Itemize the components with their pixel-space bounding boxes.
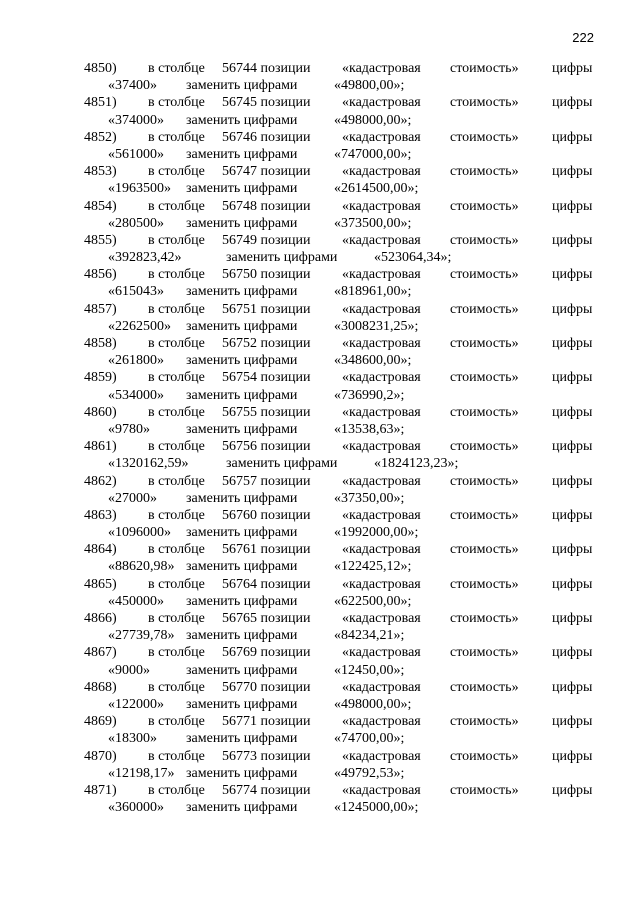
amendment-entry: [84, 94, 594, 128]
entry-line-2: [84, 215, 594, 232]
column-phrase: в столбце: [148, 336, 205, 351]
replace-phrase: заменить цифрами: [186, 593, 298, 609]
column-phrase: в столбце: [148, 748, 205, 764]
column-phrase: в столбце: [148, 267, 205, 283]
position-number: 56769 позиции: [222, 645, 311, 661]
replace-phrase: заменить цифрами: [186, 146, 298, 162]
position-number: 56765 позиции: [222, 611, 311, 626]
replace-phrase: заменить цифрами: [186, 559, 298, 575]
replace-phrase: заменить цифрами: [186, 696, 298, 712]
new-value: «37350,00»;: [334, 490, 405, 506]
new-value: «13538,63»;: [334, 421, 405, 437]
new-value: «498000,00»;: [334, 696, 412, 712]
column-phrase: в столбце: [148, 164, 205, 180]
entry-line-1: [84, 198, 594, 215]
column-phrase: в столбце: [148, 542, 205, 558]
amendment-entry: [84, 369, 594, 403]
column-name-end: стоимость»: [450, 748, 519, 764]
entry-number: 4865): [84, 576, 117, 592]
digits-word: цифры: [552, 645, 593, 661]
position-number: 56750 позиции: [222, 267, 311, 283]
new-value: «2614500,00»;: [334, 181, 419, 197]
entry-number: 4851): [84, 95, 117, 111]
column-name-end: стоимость»: [450, 370, 519, 386]
new-value: «348600,00»;: [334, 353, 412, 369]
column-name-end: стоимость»: [450, 645, 519, 661]
amendment-entry: [84, 232, 594, 266]
digits-word: цифры: [552, 576, 593, 592]
new-value: «1245000,00»;: [334, 800, 419, 816]
entry-line-1: [84, 507, 594, 524]
new-value: «818961,00»;: [334, 284, 412, 300]
entry-line-1: [84, 94, 594, 111]
column-name-start: «кадастровая: [342, 576, 421, 592]
column-name-start: «кадастровая: [342, 748, 421, 764]
entry-line-2: [84, 283, 594, 300]
position-number: 56752 позиции: [222, 336, 311, 351]
entry-line-2: [84, 558, 594, 575]
position-number: 56749 позиции: [222, 232, 311, 248]
entry-line-1: [84, 713, 594, 730]
entry-line-1: [84, 163, 594, 180]
new-value: «49800,00»;: [334, 78, 405, 94]
replace-phrase: заменить цифрами: [186, 421, 298, 437]
entry-line-1: [84, 679, 594, 696]
digits-word: цифры: [552, 611, 593, 626]
digits-word: цифры: [552, 336, 593, 351]
column-name-start: «кадастровая: [342, 782, 421, 798]
column-name-start: «кадастровая: [342, 542, 421, 558]
replace-phrase: заменить цифрами: [186, 284, 298, 300]
column-name-end: стоимость»: [450, 198, 519, 214]
column-name-end: стоимость»: [450, 301, 519, 317]
entry-line-1: [84, 576, 594, 593]
amendment-entry: [84, 60, 594, 94]
amendment-entry: [84, 576, 594, 610]
old-value: «27739,78»: [108, 628, 175, 644]
entry-line-1: [84, 129, 594, 146]
entry-number: 4852): [84, 129, 117, 145]
digits-word: цифры: [552, 129, 593, 145]
position-number: 56764 позиции: [222, 576, 311, 592]
position-number: 56746 позиции: [222, 129, 311, 145]
position-number: 56744 позиции: [222, 61, 311, 76]
column-name-end: стоимость»: [450, 782, 519, 798]
old-value: «27000»: [108, 490, 157, 506]
new-value: «1824123,23»;: [374, 456, 459, 472]
entry-line-2: [84, 799, 594, 816]
column-name-start: «кадастровая: [342, 679, 421, 695]
amendment-entry: [84, 782, 594, 816]
entry-line-2: [84, 730, 594, 747]
entry-number: 4871): [84, 782, 117, 798]
column-name-start: «кадастровая: [342, 507, 421, 523]
entry-number: 4866): [84, 611, 117, 626]
column-name-end: стоимость»: [450, 267, 519, 283]
position-number: 56774 позиции: [222, 782, 311, 798]
entry-line-2: [84, 765, 594, 782]
position-number: 56773 позиции: [222, 748, 311, 764]
column-name-start: «кадастровая: [342, 439, 421, 455]
old-value: «1963500»: [108, 181, 171, 197]
amendment-entry: [84, 507, 594, 541]
replace-phrase: заменить цифрами: [186, 78, 298, 94]
amendment-entry: [84, 404, 594, 438]
column-phrase: в столбце: [148, 232, 205, 248]
column-phrase: в столбце: [148, 714, 205, 730]
column-name-start: «кадастровая: [342, 61, 421, 76]
column-name-end: стоимость»: [450, 95, 519, 111]
position-number: 56771 позиции: [222, 714, 311, 730]
amendment-entry: [84, 266, 594, 300]
column-phrase: в столбце: [148, 95, 205, 111]
new-value: «747000,00»;: [334, 146, 412, 162]
entry-line-2: [84, 455, 594, 472]
column-name-start: «кадастровая: [342, 336, 421, 351]
new-value: «74700,00»;: [334, 731, 405, 747]
digits-word: цифры: [552, 404, 593, 420]
amendment-entry: [84, 679, 594, 713]
entry-line-1: [84, 404, 594, 421]
entry-line-2: [84, 524, 594, 541]
column-name-end: стоимость»: [450, 61, 519, 76]
entry-number: 4862): [84, 473, 117, 489]
entry-line-1: [84, 301, 594, 318]
digits-word: цифры: [552, 748, 593, 764]
position-number: 56747 позиции: [222, 164, 311, 180]
entry-number: 4863): [84, 507, 117, 523]
entry-number: 4868): [84, 679, 117, 695]
digits-word: цифры: [552, 61, 593, 76]
digits-word: цифры: [552, 679, 593, 695]
position-number: 56770 позиции: [222, 679, 311, 695]
old-value: «360000»: [108, 800, 164, 816]
digits-word: цифры: [552, 95, 593, 111]
column-name-end: стоимость»: [450, 336, 519, 351]
replace-phrase: заменить цифрами: [186, 525, 298, 541]
amendment-entry: [84, 198, 594, 232]
entry-line-2: [84, 77, 594, 94]
column-phrase: в столбце: [148, 439, 205, 455]
column-name-end: стоимость»: [450, 576, 519, 592]
new-value: «12450,00»;: [334, 662, 405, 678]
amendment-entry: [84, 301, 594, 335]
column-name-start: «кадастровая: [342, 370, 421, 386]
amendment-entry: [84, 644, 594, 678]
digits-word: цифры: [552, 232, 593, 248]
position-number: 56760 позиции: [222, 507, 311, 523]
replace-phrase: заменить цифрами: [186, 628, 298, 644]
new-value: «3008231,25»;: [334, 318, 419, 334]
entry-line-2: [84, 318, 594, 335]
old-value: «122000»: [108, 696, 164, 712]
entry-line-2: [84, 490, 594, 507]
column-phrase: в столбце: [148, 473, 205, 489]
old-value: «450000»: [108, 593, 164, 609]
column-name-start: «кадастровая: [342, 232, 421, 248]
entry-line-1: [84, 60, 594, 77]
column-name-end: стоимость»: [450, 232, 519, 248]
column-phrase: в столбце: [148, 576, 205, 592]
digits-word: цифры: [552, 507, 593, 523]
entry-line-2: [84, 387, 594, 404]
column-phrase: в столбце: [148, 404, 205, 420]
column-name-start: «кадастровая: [342, 198, 421, 214]
position-number: 56748 позиции: [222, 198, 311, 214]
entry-number: 4854): [84, 198, 117, 214]
entry-line-2: [84, 593, 594, 610]
replace-phrase: заменить цифрами: [226, 250, 338, 266]
digits-word: цифры: [552, 782, 593, 798]
position-number: 56761 позиции: [222, 542, 311, 558]
replace-phrase: заменить цифрами: [186, 353, 298, 369]
entry-line-1: [84, 644, 594, 661]
old-value: «2262500»: [108, 318, 171, 334]
position-number: 56754 позиции: [222, 370, 311, 386]
column-name-start: «кадастровая: [342, 95, 421, 111]
new-value: «622500,00»;: [334, 593, 412, 609]
old-value: «1096000»: [108, 525, 171, 541]
entry-line-2: [84, 627, 594, 644]
column-name-start: «кадастровая: [342, 473, 421, 489]
column-name-end: стоимость»: [450, 611, 519, 626]
column-name-end: стоимость»: [450, 473, 519, 489]
column-name-end: стоимость»: [450, 507, 519, 523]
column-name-end: стоимость»: [450, 679, 519, 695]
column-phrase: в столбце: [148, 301, 205, 317]
old-value: «615043»: [108, 284, 164, 300]
column-name-end: стоимость»: [450, 542, 519, 558]
entry-line-1: [84, 610, 594, 627]
entry-line-1: [84, 748, 594, 765]
replace-phrase: заменить цифрами: [186, 318, 298, 334]
entry-number: 4850): [84, 61, 117, 76]
amendment-entry: [84, 610, 594, 644]
entry-number: 4869): [84, 714, 117, 730]
column-name-start: «кадастровая: [342, 164, 421, 180]
column-phrase: в столбце: [148, 679, 205, 695]
entry-line-1: [84, 369, 594, 386]
replace-phrase: заменить цифрами: [186, 765, 298, 781]
column-phrase: в столбце: [148, 129, 205, 145]
old-value: «88620,98»: [108, 559, 175, 575]
column-name-end: стоимость»: [450, 129, 519, 145]
old-value: «12198,17»: [108, 765, 175, 781]
column-name-end: стоимость»: [450, 164, 519, 180]
old-value: «374000»: [108, 112, 164, 128]
amendment-entry: [84, 473, 594, 507]
replace-phrase: заменить цифрами: [186, 387, 298, 403]
entry-line-1: [84, 266, 594, 283]
replace-phrase: заменить цифрами: [186, 215, 298, 231]
digits-word: цифры: [552, 164, 593, 180]
new-value: «122425,12»;: [334, 559, 412, 575]
entry-line-1: [84, 335, 594, 352]
entry-number: 4857): [84, 301, 117, 317]
replace-phrase: заменить цифрами: [186, 112, 298, 128]
entry-line-2: [84, 112, 594, 129]
column-phrase: в столбце: [148, 611, 205, 626]
column-phrase: в столбце: [148, 782, 205, 798]
column-phrase: в столбце: [148, 370, 205, 386]
column-name-end: стоимость»: [450, 714, 519, 730]
position-number: 56745 позиции: [222, 95, 311, 111]
page-number: 222: [572, 30, 594, 45]
new-value: «49792,53»;: [334, 765, 405, 781]
entry-line-1: [84, 473, 594, 490]
column-name-end: стоимость»: [450, 439, 519, 455]
digits-word: цифры: [552, 267, 593, 283]
amendment-list: [84, 60, 594, 816]
digits-word: цифры: [552, 542, 593, 558]
entry-number: 4867): [84, 645, 117, 661]
column-phrase: в столбце: [148, 645, 205, 661]
old-value: «9780»: [108, 421, 150, 437]
digits-word: цифры: [552, 714, 593, 730]
entry-line-2: [84, 146, 594, 163]
entry-number: 4853): [84, 164, 117, 180]
entry-line-1: [84, 541, 594, 558]
entry-number: 4856): [84, 267, 117, 283]
column-name-start: «кадастровая: [342, 404, 421, 420]
replace-phrase: заменить цифрами: [186, 181, 298, 197]
column-phrase: в столбце: [148, 61, 205, 76]
column-name-start: «кадастровая: [342, 714, 421, 730]
column-name-start: «кадастровая: [342, 645, 421, 661]
position-number: 56751 позиции: [222, 301, 311, 317]
amendment-entry: [84, 163, 594, 197]
amendment-entry: [84, 438, 594, 472]
amendment-entry: [84, 713, 594, 747]
replace-phrase: заменить цифрами: [186, 800, 298, 816]
entry-line-2: [84, 662, 594, 679]
digits-word: цифры: [552, 370, 593, 386]
entry-line-1: [84, 438, 594, 455]
amendment-entry: [84, 748, 594, 782]
old-value: «1320162,59»: [108, 456, 189, 472]
column-name-start: «кадастровая: [342, 611, 421, 626]
amendment-entry: [84, 129, 594, 163]
old-value: «561000»: [108, 146, 164, 162]
entry-line-2: [84, 352, 594, 369]
entry-number: 4859): [84, 370, 117, 386]
digits-word: цифры: [552, 198, 593, 214]
entry-number: 4864): [84, 542, 117, 558]
old-value: «534000»: [108, 387, 164, 403]
entry-line-2: [84, 421, 594, 438]
old-value: «261800»: [108, 353, 164, 369]
column-phrase: в столбце: [148, 198, 205, 214]
digits-word: цифры: [552, 473, 593, 489]
entry-number: 4858): [84, 336, 117, 351]
entry-number: 4855): [84, 232, 117, 248]
amendment-entry: [84, 335, 594, 369]
column-name-start: «кадастровая: [342, 129, 421, 145]
entry-line-1: [84, 232, 594, 249]
entry-line-1: [84, 782, 594, 799]
new-value: «1992000,00»;: [334, 525, 419, 541]
new-value: «736990,2»;: [334, 387, 405, 403]
new-value: «84234,21»;: [334, 628, 405, 644]
column-name-end: стоимость»: [450, 404, 519, 420]
column-name-start: «кадастровая: [342, 267, 421, 283]
amendment-entry: [84, 541, 594, 575]
old-value: «9000»: [108, 662, 150, 678]
position-number: 56755 позиции: [222, 404, 311, 420]
old-value: «18300»: [108, 731, 157, 747]
new-value: «373500,00»;: [334, 215, 412, 231]
old-value: «392823,42»: [108, 250, 182, 266]
entry-number: 4870): [84, 748, 117, 764]
position-number: 56757 позиции: [222, 473, 311, 489]
column-name-start: «кадастровая: [342, 301, 421, 317]
digits-word: цифры: [552, 439, 593, 455]
new-value: «498000,00»;: [334, 112, 412, 128]
column-phrase: в столбце: [148, 507, 205, 523]
entry-number: 4861): [84, 439, 117, 455]
old-value: «280500»: [108, 215, 164, 231]
entry-line-2: [84, 696, 594, 713]
replace-phrase: заменить цифрами: [186, 731, 298, 747]
entry-number: 4860): [84, 404, 117, 420]
replace-phrase: заменить цифрами: [186, 490, 298, 506]
old-value: «37400»: [108, 78, 157, 94]
replace-phrase: заменить цифрами: [186, 662, 298, 678]
position-number: 56756 позиции: [222, 439, 311, 455]
digits-word: цифры: [552, 301, 593, 317]
entry-line-2: [84, 249, 594, 266]
entry-line-2: [84, 180, 594, 197]
new-value: «523064,34»;: [374, 250, 452, 266]
replace-phrase: заменить цифрами: [226, 456, 338, 472]
